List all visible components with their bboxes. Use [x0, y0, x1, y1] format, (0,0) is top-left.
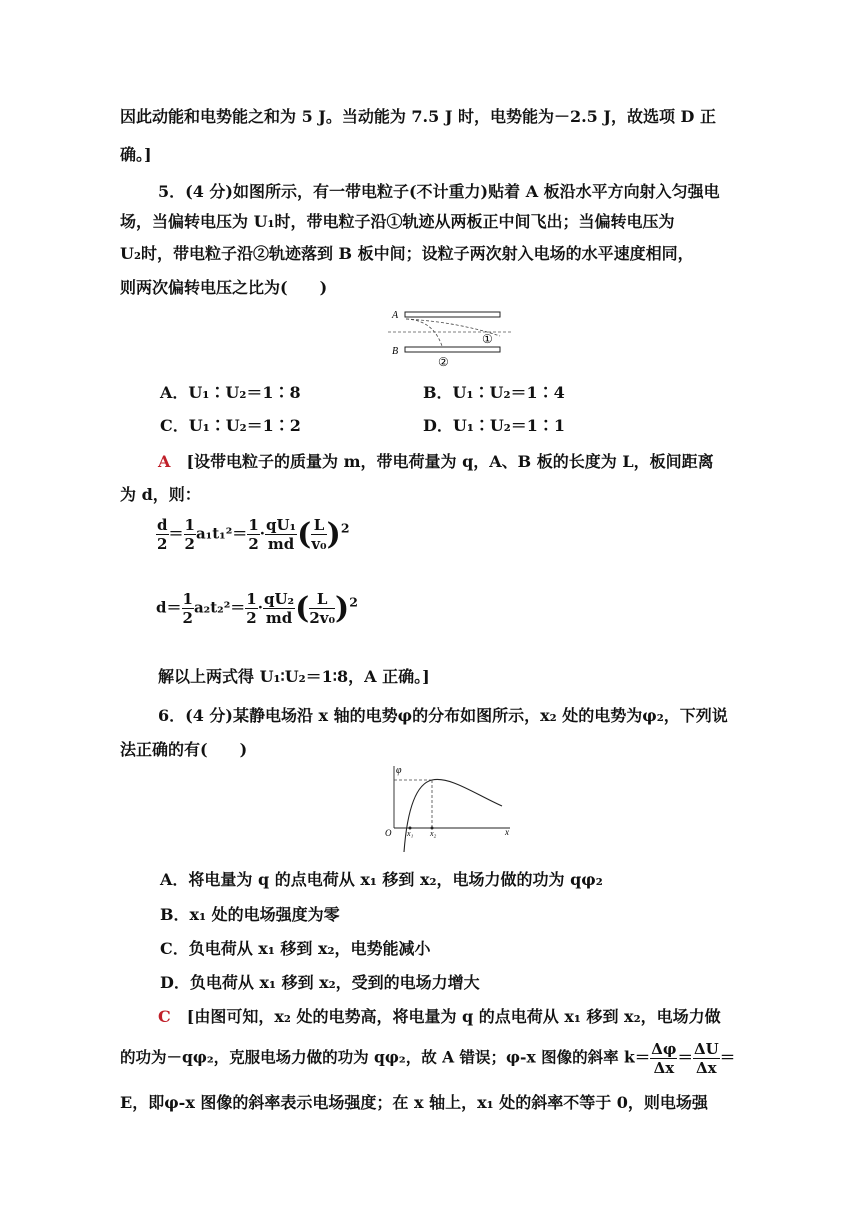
text-line: 因此动能和电势能之和为 5 J。当动能为 7.5 J 时，电势能为－2.5 J，故选项 D 正 [120, 107, 716, 126]
question-5-stem: 5．(4 分)如图所示，有一带电粒子(不计重力)贴着 A 板沿水平方向射入匀强电 [158, 182, 720, 201]
q5-plates-figure [388, 306, 512, 368]
option-a[interactable]: A．U₁∶U₂＝1∶8 [160, 383, 301, 402]
svg-text:x₁: x₁ [407, 829, 414, 838]
equation-2: d＝ $\frac{1}{2}$ a₂t₂²＝ $\frac{1}{2}$ · $\frac{\text{qU₂}}{md}$ ( $\frac{L}{\text{2v₀}}$ )$^2$ [156, 590, 358, 627]
option-a[interactable]: A．将电量为 q 的点电荷从 x₁ 移到 x₂，电场力做的功为 qφ₂ [160, 870, 603, 889]
question-6-stem: 法正确的有( ) [120, 740, 248, 759]
equation-1: $\frac{d}{2}$ ＝ $\frac{1}{2}$ a₁t₁²＝ $\frac{1}{2}$ · $\frac{\text{qU₁}}{md}$ ( $\frac{L}{\text{v₀}}$ )$^2$ [157, 516, 350, 553]
q6-potential-graph [380, 762, 516, 852]
answer-letter: C [158, 1007, 171, 1026]
plate-a-label: A [392, 310, 399, 321]
option-c[interactable]: C．U₁∶U₂＝1∶2 [160, 416, 301, 435]
question-5-stem: 场，当偏转电压为 U₁时，带电粒子沿①轨迹从两板正中间飞出；当偏转电压为 [120, 212, 675, 231]
answer-explanation: 的功为－qφ₂，克服电场力做的功为 qφ₂，故 A 错误；φ-x 图像的斜率 k＝ $\frac{\Delta\varphi}{\Delta x}$ ＝ $\frac{\Delta U}{\Delta x}$ ＝ [120, 1040, 736, 1077]
svg-text:O: O [385, 828, 392, 838]
answer-explanation: A [设带电粒子的质量为 m，带电荷量为 q，A、B 板的长度为 L，板间距离 [158, 452, 714, 471]
svg-text:φ: φ [396, 765, 402, 776]
option-c[interactable]: C．负电荷从 x₁ 移到 x₂，电势能减小 [160, 939, 431, 958]
svg-text:x₂: x₂ [430, 829, 437, 838]
answer-explanation: 为 d，则： [120, 485, 201, 504]
plate-b-label: B [392, 346, 399, 357]
text-line: 确。] [120, 145, 152, 164]
svg-text:x: x [505, 827, 509, 837]
question-6-stem: 6．(4 分)某静电场沿 x 轴的电势φ的分布如图所示，x₂ 处的电势为φ₂，下列说 [158, 706, 728, 725]
answer-letter: A [158, 452, 171, 471]
option-d[interactable]: D．负电荷从 x₁ 移到 x₂，受到的电场力增大 [160, 973, 480, 992]
question-5-stem: 则两次偏转电压之比为( ) [120, 278, 328, 297]
conclusion: 解以上两式得 U₁∶U₂＝1∶8，A 正确。] [158, 667, 430, 686]
option-b[interactable]: B．x₁ 处的电场强度为零 [160, 905, 340, 924]
answer-explanation: C [由图可知，x₂ 处的电势高，将电量为 q 的点电荷从 x₁ 移到 x₂，电场力做 [158, 1007, 721, 1026]
potential-curve [404, 779, 502, 852]
trajectory-2-mark: ② [438, 355, 449, 368]
option-d[interactable]: D．U₁∶U₂＝1∶1 [423, 416, 566, 435]
answer-explanation: E，即φ-x 图像的斜率表示电场强度；在 x 轴上，x₁ 处的斜率不等于 0，则电场强 [120, 1093, 708, 1112]
trajectory-1-mark: ① [482, 332, 493, 346]
trajectory-2 [406, 319, 442, 346]
question-5-stem: U₂时，带电粒子沿②轨迹落到 B 板中间；设粒子两次射入电场的水平速度相同， [120, 244, 694, 263]
option-b[interactable]: B．U₁∶U₂＝1∶4 [423, 383, 565, 402]
